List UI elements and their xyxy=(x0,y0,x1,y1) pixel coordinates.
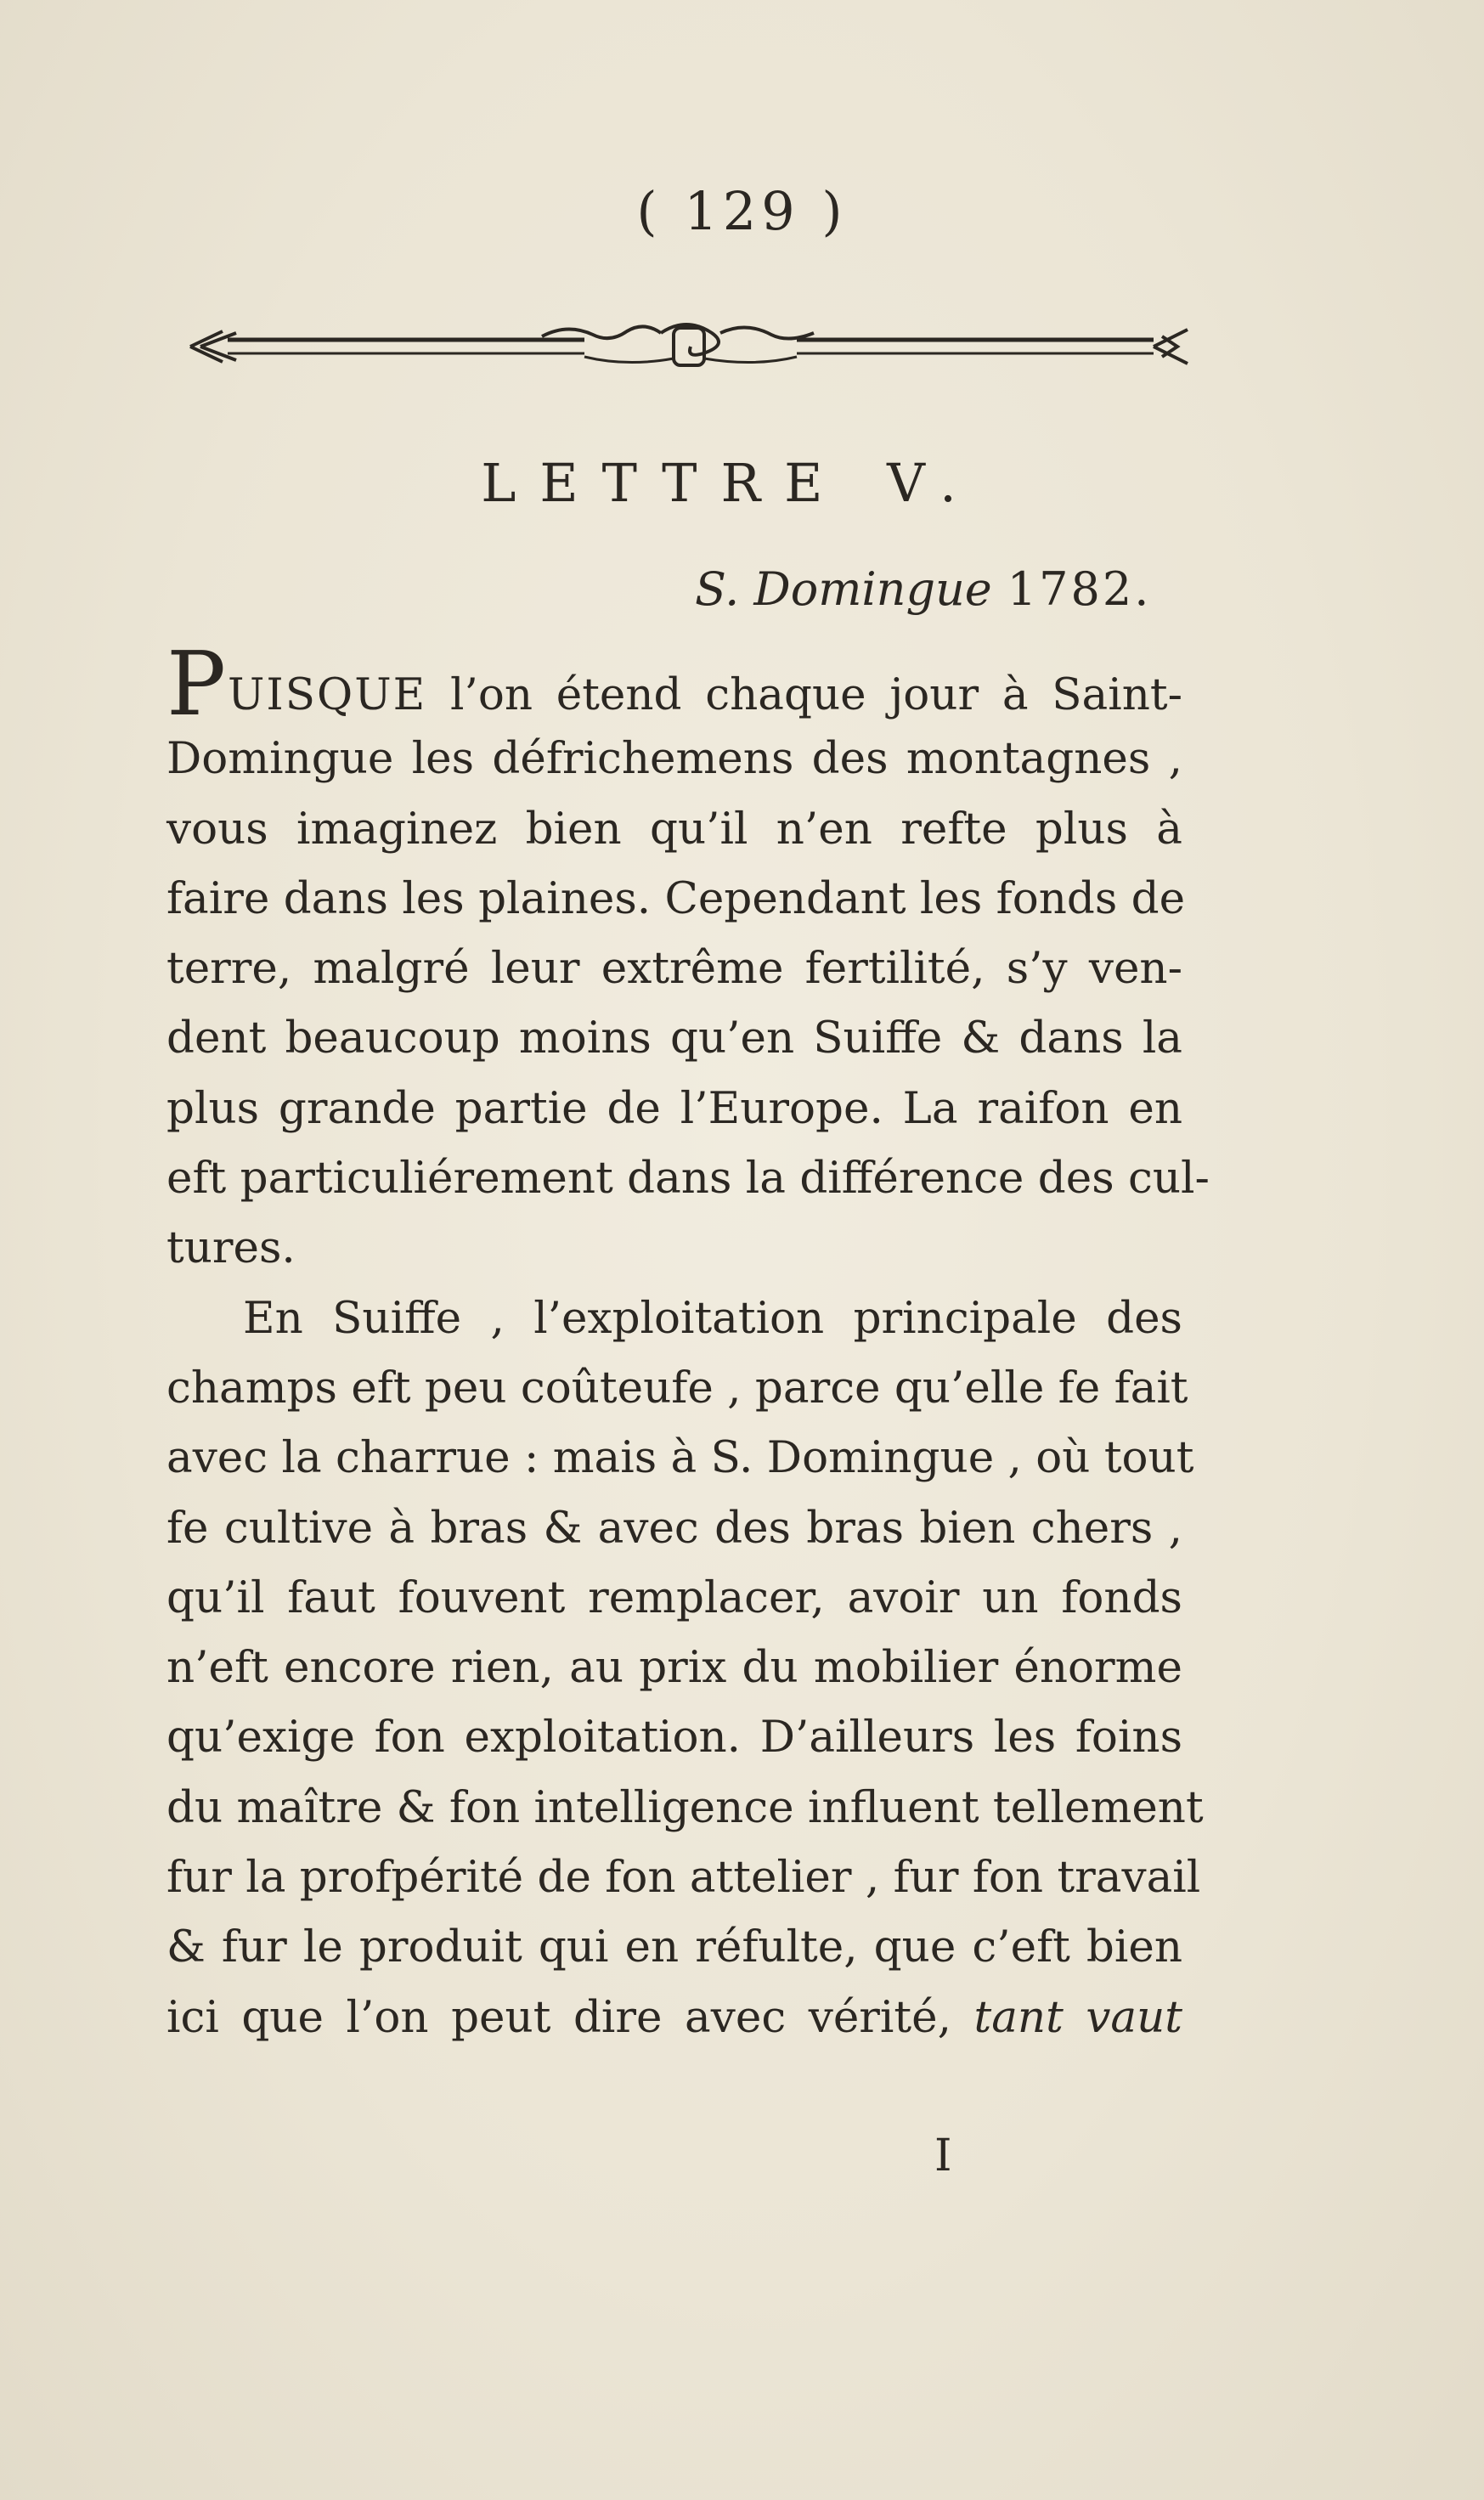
drop-cap: P xyxy=(166,632,226,736)
body-line: tures. xyxy=(166,1222,296,1274)
body-line: qu’il faut fouvent remplacer, avoir un fonds xyxy=(166,1572,1182,1623)
dateline-place: S. Domingue xyxy=(695,562,992,616)
body-line-1 xyxy=(166,632,1182,736)
dateline xyxy=(695,562,1151,616)
letter-title: LETTRE V. xyxy=(481,452,980,514)
body-line: faire dans les plaines. Cependant les fonds de xyxy=(166,872,1186,924)
body-line: vous imaginez bien qu’il n’en refte plus à xyxy=(166,803,1182,855)
first-word-rest: UISQUE xyxy=(227,669,427,720)
final-line-italic: tant vaut xyxy=(973,1991,1183,2043)
body-line: plus grande partie de l’Europe. La raifon en xyxy=(166,1082,1182,1134)
page-number: ( 129 ) xyxy=(636,180,848,242)
body-line: terre, malgré leur extrême fertilité, s’y ven- xyxy=(166,943,1182,995)
body-line-final xyxy=(166,1983,1182,2052)
body-line: champs eft peu coûteufe , parce qu’elle fe fait xyxy=(166,1362,1188,1414)
final-line-start: ici que l’on peut dire avec vérité, xyxy=(166,1991,951,2043)
body-line-text: l’on étend chaque jour à Saint- xyxy=(449,669,1182,720)
signature-mark: I xyxy=(934,2130,952,2181)
body-line-paragraph-start: En Suiffe , l’exploitation principale des xyxy=(243,1292,1182,1344)
ornamental-rule-icon xyxy=(185,316,1196,377)
body-line: & fur le produit qui en réfulte, que c’eft bien xyxy=(166,1922,1182,1973)
body-line: avec la charrue : mais à S. Domingue , où tout xyxy=(166,1432,1194,1484)
body-line: fe cultive à bras & avec des bras bien chers , xyxy=(166,1502,1182,1554)
letter-body xyxy=(166,632,1210,2052)
body-line: du maître & fon intelligence influent tellement xyxy=(166,1781,1204,1833)
body-line: n’eft encore rien, au prix du mobilier énorme xyxy=(166,1642,1182,1694)
body-line: fur la profpérité de fon attelier , fur fon travail xyxy=(166,1852,1201,1904)
body-line: qu’exige fon exploitation. D’ailleurs les foins xyxy=(166,1712,1182,1764)
dateline-year: 1782. xyxy=(1007,562,1152,616)
body-line: Domingue les défrichemens des montagnes , xyxy=(166,733,1182,785)
body-line: eft particuliérement dans la différence des cul- xyxy=(166,1153,1210,1205)
body-line: dent beaucoup moins qu’en Suiffe & dans la xyxy=(166,1013,1182,1064)
